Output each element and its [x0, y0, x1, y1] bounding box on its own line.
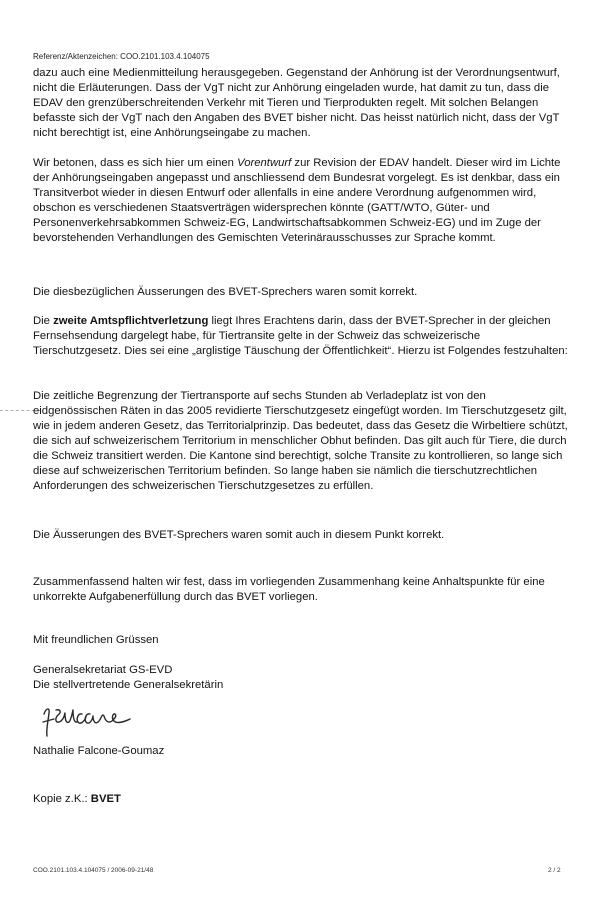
- paragraph-consultation: [33, 66, 571, 141]
- paragraph-conclusion-1: [33, 285, 571, 300]
- paragraph-text: dazu auch eine Medienmitteilung herausgegeben. Gegenstand der Anhörung ist der Verordnungsentwurf, nicht die Erläuterungen. Dass der VgT nicht zur Anhörung eingeladen wurde, hat damit zu tun, dass die EDAV den grenzüberschreitenden Verkehr mit Tieren und Tierprodukten regelt. Mit solchen Belangen befasste sich der VgT nach den Angaben des BVET bisher nicht. Das heisst natürlich nicht, dass der VgT nicht berechtigt ist, eine Anhörungseingabe zu machen.: [33, 67, 560, 139]
- copy-label: Kopie z.K.:: [33, 793, 91, 805]
- paragraph-summary: [33, 575, 571, 605]
- text-run: liegt Ihres Erachtens darin, dass der BVET-Sprecher in der gleichen Fernsehsendung dargelegt habe, für Tiertransite gelte in der Schweiz das schweizerische Tierschutzgesetz. Dies sei eine „arglistige Täuschung der Öffentlichkeit“. Hierzu ist Folgendes festzuhalten:: [33, 315, 568, 357]
- paragraph-second-breach: [33, 314, 571, 359]
- paragraph-transport-limit: [33, 389, 571, 494]
- paragraph-text: Die zeitliche Begrenzung der Tiertransporte auf sechs Stunden ab Verladeplatz ist von den eidgenössischen Räten in das 2005 revidierte Tierschutzgesetz eingefügt worden. Im Tierschutzgesetz gilt, wie in jedem anderen Gesetz, das Territorialprinzip. Das bedeutet, dass das Gesetz die Wirbeltiere schützt, die sich auf schweizerischem Territorium in menschlicher Obhut befinden. Das gilt auch für Tiere, die durch die Schweiz transitiert werden. Die Kantone sind berechtigt, solche Transite zu kontrollieren, so lange sich diese auf schweizerischen Territorium befinden. So lange haben sie nämlich die tierschutzrechtlichen Anforderungen des schweizerischen Tierschutzgesetzes zu erfüllen.: [33, 390, 568, 492]
- paragraph-text: Die diesbezüglichen Äusserungen des BVET-Sprechers waren somit korrekt.: [33, 286, 418, 298]
- text-run: zur Revision der EDAV handelt. Dieser wird im Lichte der Anhörungseingaben angepasst und anschliessend dem Bundesrat vorgelegt. Es ist denkbar, dass ein Transitverbot wieder in diesen Entwurf oder allenfalls in eine andere Verordnung aufgenommen wird, obschon es verschiedenen Staatsverträgen widersprechen könnte (GATT/WTO, Güter- und Personenverkehrsabkommen Schweiz-EG, Landwirtschaftsabkommen Schweiz-EG) und im Zuge der bevorstehenden Verhandlungen des Gemischten Veterinärausschusses zur Sprache kommt.: [33, 157, 561, 244]
- paragraph-text: Die Äusserungen des BVET-Sprechers waren somit auch in diesem Punkt korrekt.: [33, 529, 445, 541]
- organization-block: [33, 663, 571, 693]
- closing-greeting: [33, 633, 571, 648]
- greeting-text: Mit freundlichen Grüssen: [33, 634, 159, 646]
- text-run: Die: [33, 315, 54, 327]
- signature-icon: [38, 700, 158, 740]
- reference-number: Referenz/Aktenzeichen: COO.2101.103.4.104075: [33, 52, 210, 61]
- paragraph-draft: [33, 156, 571, 246]
- footer-reference: COO.2101.103.4.104075 / 2006-09-21/48: [33, 867, 154, 874]
- copy-recipient: BVET: [90, 793, 121, 805]
- bold-text: zweite Amtspflichtverletzung: [53, 315, 209, 327]
- paragraph-text: [33, 156, 571, 246]
- copy-line: [33, 792, 571, 807]
- text-run: Wir betonen, dass es sich hier um einen: [33, 157, 238, 169]
- signer-name: Nathalie Falcone-Goumaz: [33, 745, 165, 757]
- signer-block: [33, 744, 571, 759]
- organization-role: Die stellvertretende Generalsekretärin: [33, 679, 224, 691]
- organization-name: Generalsekretariat GS-EVD: [33, 664, 173, 676]
- paragraph-text: [33, 314, 571, 359]
- paragraph-text: Zusammenfassend halten wir fest, dass im vorliegenden Zusammenhang keine Anhaltspunkte für eine unkorrekte Aufgabenerfüllung durch das BVET vorliegen.: [33, 576, 545, 603]
- emphasis-text: Vorentwurf: [237, 157, 292, 169]
- copy-text: [33, 792, 571, 807]
- page-number: 2 / 2: [548, 867, 561, 874]
- paragraph-conclusion-2: [33, 528, 571, 543]
